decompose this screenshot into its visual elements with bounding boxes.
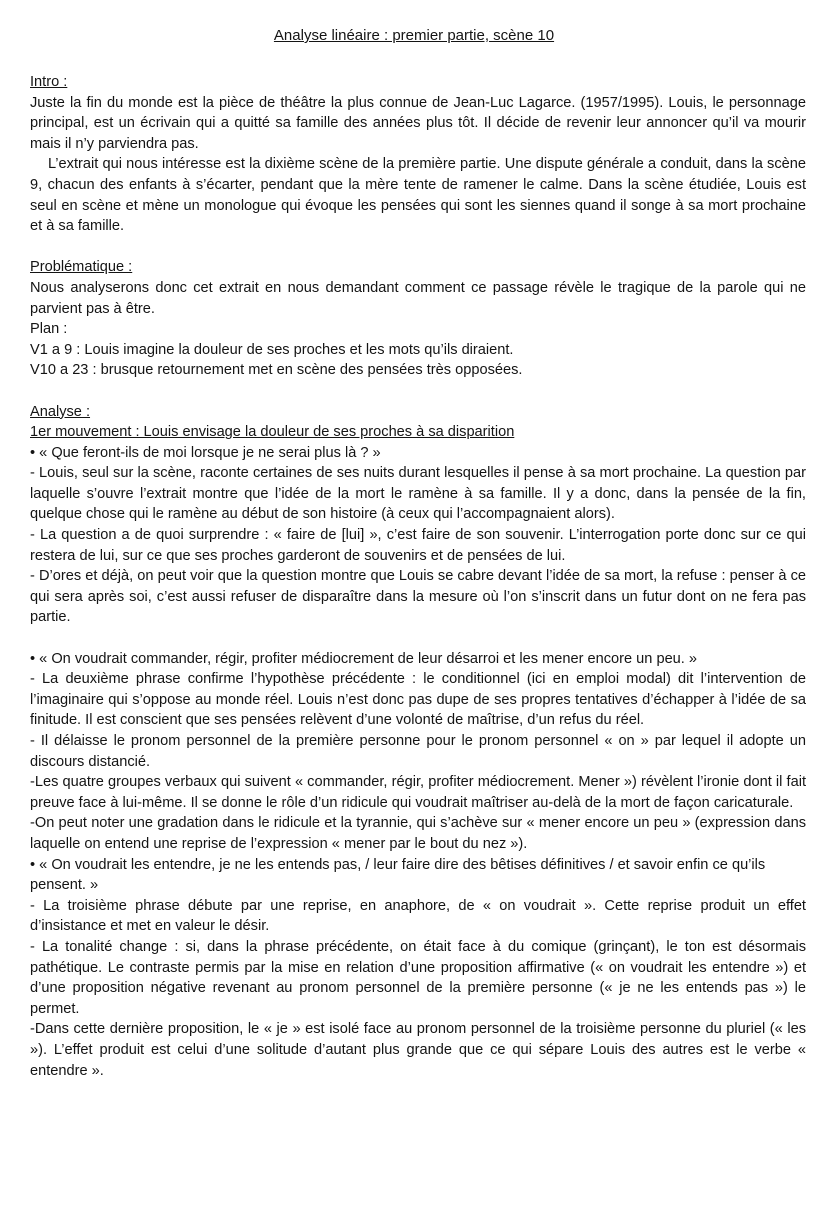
problematique-paragraph: Nous analyserons donc cet extrait en nous demandant comment ce passage révèle le tragique de la parole qui ne parvient pas à être. [30, 279, 806, 317]
page-title: Analyse linéaire : premier partie, scène 10 [273, 27, 555, 44]
plan-item-1: V1 a 9 : Louis imagine la douleur de ses proches et les mots qu’ils diraient. [30, 341, 514, 358]
analyse-heading: Analyse : [30, 403, 91, 420]
analysis-paragraph: -On peut noter une gradation dans le ridicule et la tyrannie, qui s’achève sur « mener encore un peu » (expression dans laquelle on entend une reprise de l’expression « mener par le bout du nez »). [30, 815, 806, 852]
intro-heading: Intro : [30, 74, 68, 90]
analysis-paragraph: - La deuxième phrase confirme l’hypothèse précédente : le conditionnel (ici en emploi modal) dit l’intervention de l’imaginaire qui s’oppose au monde réel. Louis n’est donc pas dupe de ses propres tentatives d’échapper à l’idée de sa finitude. Il est conscient que ses pensées relèvent d’une volonté de maîtrise, d’un refus du réel. [30, 671, 806, 729]
document-body [30, 72, 806, 1081]
quote-3: • « On voudrait les entendre, je ne les entends pas, / leur faire dire des bêtises définitives / et savoir enfin ce qu’ils pensent. » [30, 856, 766, 894]
quote-1: • « Que feront-ils de moi lorsque je ne serai plus là ? » [30, 444, 381, 461]
problematique-heading: Problématique : [30, 259, 133, 276]
analysis-paragraph: - Louis, seul sur la scène, raconte certaines de ses nuits durant lesquelles il pense à sa mort prochaine. La question par laquelle s’ouvre l’extrait montre que l’idée de la mort le ramène à sa famille. Il y a donc, dans la pensée de la fin, quelque chose qui le ramène au début de son histoire (à ceux qui l’accompagnaient alors). [30, 465, 806, 523]
quote-2: • « On voudrait commander, régir, profiter médiocrement de leur désarroi et les mener encore un peu. » [30, 650, 698, 667]
analysis-paragraph: - La troisième phrase débute par une reprise, en anaphore, de « on voudrait ». Cette reprise produit un effet d’insistance et met en valeur le désir. [30, 897, 806, 935]
analysis-paragraph: - La question a de quoi surprendre : « faire de [lui] », c’est faire de son souvenir. L’interrogation porte donc sur ce qui restera de lui, sur ce que ses proches garderont de souvenirs et de pensées de lui. [30, 527, 806, 564]
plan-item-2: V10 a 23 : brusque retournement met en scène des pensées très opposées. [30, 362, 523, 379]
intro-paragraph-1: Juste la fin du monde est la pièce de théâtre la plus connue de Jean-Luc Lagarce. (1957/1995). Louis, le personnage principal, est un écrivain qui a quitté sa famille des années plus tôt. Il décide de revenir leur annoncer qu’il va mourir mais il n’y parviendra pas. [30, 94, 806, 152]
movement-1-heading: 1er mouvement : Louis envisage la douleur de ses proches à sa disparition [30, 424, 515, 441]
analysis-paragraph: -Dans cette dernière proposition, le « je » est isolé face au pronom personnel de la troisième personne du pluriel (« les »). L’effet produit est celui d’une solitude d’autant plus grande que ce qui sépare Louis des autres est le verbe « entendre ». [30, 1021, 806, 1079]
analysis-paragraph: - D’ores et déjà, on peut voir que la question montre que Louis se cabre devant l’idée de sa mort, la refuse : penser à ce qui sera après soi, c’est aussi refuser de disparaître dans la mesure où l’on s’inscrit dans un futur dont on ne fera pas partie. [30, 568, 806, 626]
plan-label: Plan : [30, 321, 68, 338]
intro-paragraph-2: L’extrait qui nous intéresse est la dixième scène de la première partie. Une dispute générale a conduit, dans la scène 9, chacun des enfants à s’écarter, pendant que la mère tente de ramener le calme. Dans la scène étudiée, Louis est seul en scène et mène un monologue qui évoque les pensées qui sont les siennes quand il songe à sa mort prochaine et à sa famille. [30, 156, 806, 235]
analysis-paragraph: -Les quatre groupes verbaux qui suivent « commander, régir, profiter médiocrement. Mener ») révèlent l’ironie dont il fait preuve face à lui-même. Il se donne le rôle d’un ridicule qui voudrait maîtriser au-delà de la mort de façon caricaturale. [30, 774, 806, 811]
analysis-paragraph: - La tonalité change : si, dans la phrase précédente, on était face à du comique (grinçant), le ton est désormais pathétique. Le contraste permis par la mise en relation d’une proposition affirmative (« on voudrait les entendre ») et d’une proposition négative revenant au pronom personnel de la première personne (« je ne les entends pas ») le permet. [30, 938, 806, 1017]
analysis-paragraph: - Il délaisse le pronom personnel de la première personne pour le pronom personnel « on » par lequel il adopte un discours distancié. [30, 733, 806, 770]
